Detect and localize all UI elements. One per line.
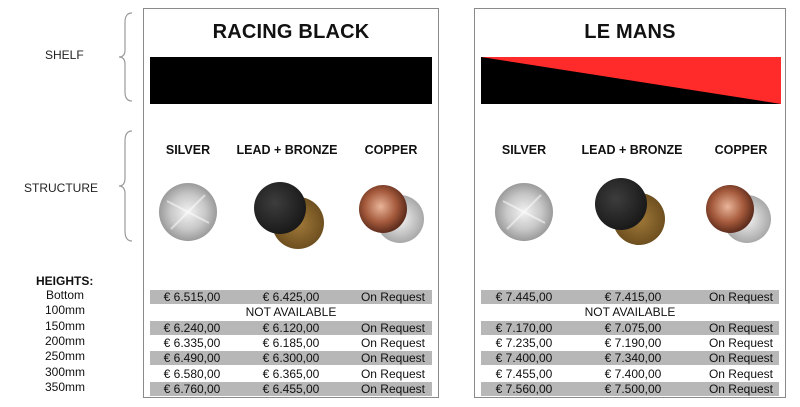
price-cell: € 6.335,00 [163, 335, 221, 350]
height-row-label: 250mm [44, 349, 85, 364]
height-row-label: 350mm [44, 379, 85, 394]
copper-disc-icon [703, 183, 773, 247]
price-cell: € 6.365,00 [262, 366, 320, 381]
price-cell: € 7.400,00 [604, 366, 662, 381]
price-row [481, 290, 779, 304]
price-cell: € 6.760,00 [163, 381, 221, 396]
shelf-brace [118, 12, 134, 102]
price-cell: € 6.120,00 [262, 320, 320, 335]
price-cell: € 6.490,00 [163, 351, 221, 366]
lead-bronze-disc-icon [591, 175, 671, 247]
silver-disc-icon [157, 181, 219, 243]
price-row [481, 305, 779, 319]
price-cell: € 6.300,00 [262, 351, 320, 366]
material-label-copper: COPPER [714, 143, 768, 157]
price-cell: € 7.455,00 [495, 366, 553, 381]
panel-title: RACING BLACK [212, 21, 370, 43]
price-cell: € 7.500,00 [604, 381, 662, 396]
price-cell: € 7.075,00 [604, 320, 662, 335]
price-cell: On Request [708, 335, 774, 350]
price-row [481, 321, 779, 335]
price-row [481, 367, 779, 381]
price-cell-not-available: NOT AVAILABLE [584, 305, 676, 320]
price-cell: € 7.340,00 [604, 351, 662, 366]
price-cell: On Request [708, 351, 774, 366]
silver-disc-icon [493, 181, 555, 243]
height-row-label: 200mm [44, 333, 85, 348]
price-cell: € 6.425,00 [262, 290, 320, 304]
height-row-label: 100mm [44, 303, 85, 318]
material-label-silver: SILVER [501, 143, 547, 157]
price-cell-not-available: NOT AVAILABLE [245, 305, 337, 320]
heights-title: HEIGHTS: [36, 274, 94, 288]
price-cell: € 6.515,00 [163, 290, 221, 304]
price-cell: € 6.185,00 [262, 335, 320, 350]
panel-title: LE MANS [584, 21, 676, 43]
product-panel-le-mans [474, 8, 786, 398]
structure-section-label: STRUCTURE [24, 181, 98, 195]
price-row [481, 382, 779, 396]
price-cell: € 7.190,00 [604, 335, 662, 350]
price-cell: On Request [360, 351, 426, 366]
height-row-label: Bottom [45, 288, 84, 302]
material-label-lead-bronze: LEAD + BRONZE [581, 143, 683, 157]
price-cell: On Request [360, 335, 426, 350]
price-row [150, 321, 432, 335]
price-row [150, 305, 432, 319]
price-cell: € 6.580,00 [163, 366, 221, 381]
height-row-label: 300mm [44, 364, 85, 379]
price-cell: On Request [360, 320, 426, 335]
price-cell: On Request [360, 381, 426, 396]
height-row-label: 150mm [44, 318, 85, 333]
price-cell: On Request [708, 366, 774, 381]
shelf-color-preview [481, 57, 781, 104]
price-cell: On Request [708, 290, 774, 304]
price-cell: € 7.170,00 [495, 320, 553, 335]
price-cell: € 7.415,00 [604, 290, 662, 304]
price-cell: On Request [708, 381, 774, 396]
shelf-color-preview [150, 57, 432, 104]
price-row [150, 382, 432, 396]
material-label-lead-bronze: LEAD + BRONZE [236, 143, 338, 157]
price-cell: € 7.235,00 [495, 335, 553, 350]
price-cell: € 6.240,00 [163, 320, 221, 335]
price-row [150, 290, 432, 304]
lead-bronze-disc-icon [250, 179, 330, 251]
material-label-copper: COPPER [364, 143, 418, 157]
price-row [150, 336, 432, 350]
price-cell: On Request [360, 290, 426, 304]
price-row [481, 336, 779, 350]
price-cell: € 7.445,00 [495, 290, 553, 304]
price-cell: € 7.400,00 [495, 351, 553, 366]
price-cell: € 7.560,00 [495, 381, 553, 396]
price-row [481, 351, 779, 365]
price-cell: On Request [360, 366, 426, 381]
price-cell: € 6.455,00 [262, 381, 320, 396]
price-row [150, 351, 432, 365]
price-row [150, 367, 432, 381]
copper-disc-icon [356, 183, 426, 247]
material-label-silver: SILVER [165, 143, 211, 157]
product-panel-racing-black [143, 8, 439, 398]
shelf-section-label: SHELF [45, 48, 84, 62]
price-cell: On Request [708, 320, 774, 335]
